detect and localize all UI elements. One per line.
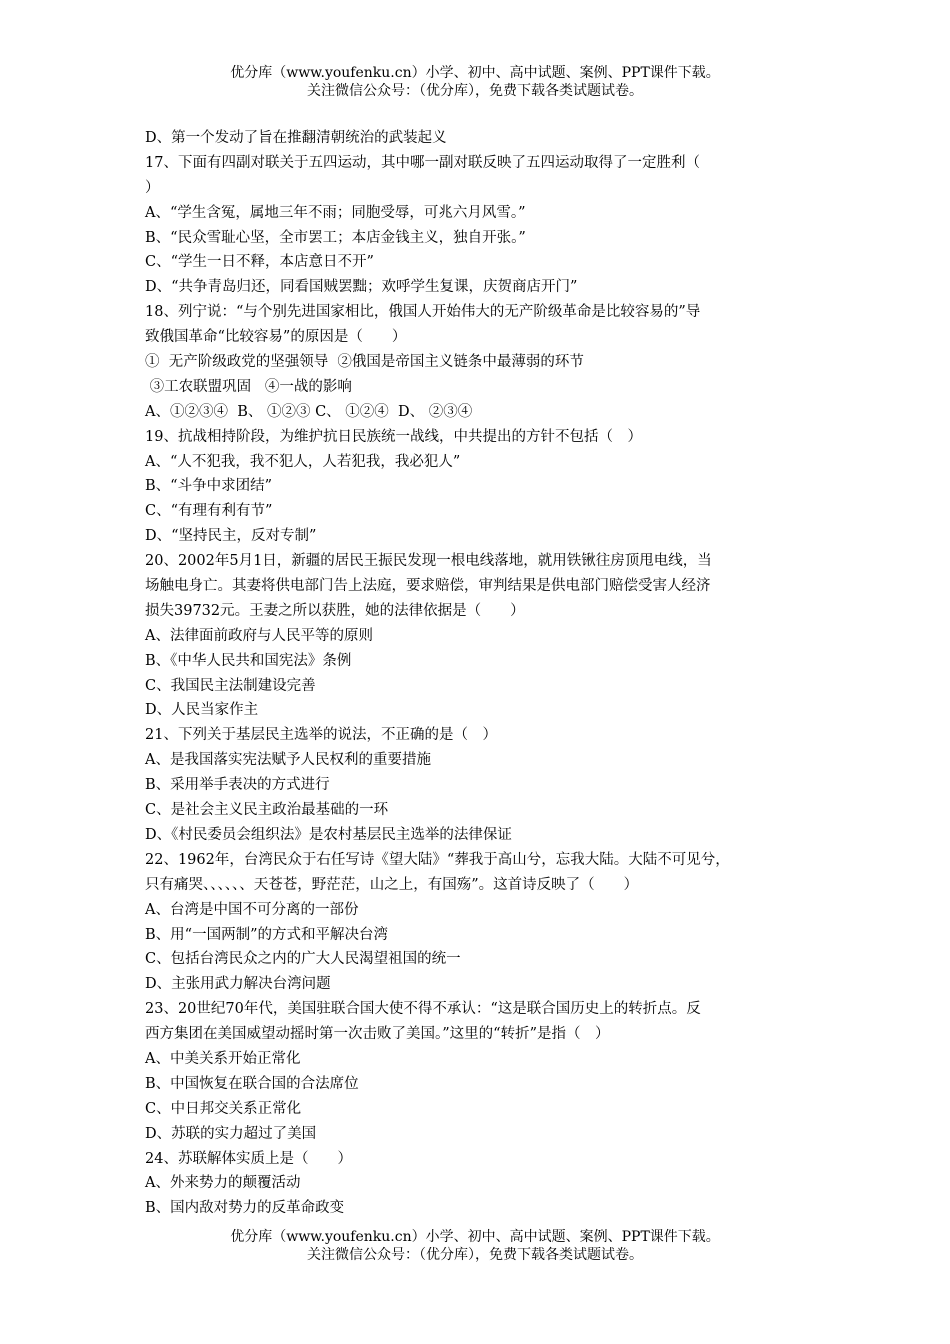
option-line: B、“民众雪耻心坚，全市罢工；本店金钱主义，独自开张。” (145, 229, 526, 246)
page-footer (0, 1228, 950, 1264)
option-line: B、“斗争中求团结” (145, 478, 272, 495)
footer-line-1: 优分库（www.youfenku.cn）小学、初中、高中试题、案例、PPT课件下载。 (230, 1229, 720, 1245)
question-24: 24、苏联解体实质上是（ ） (145, 1150, 352, 1167)
option-line: C、包括台湾民众之内的广大人民渴望祖国的统一 (145, 951, 461, 968)
option-line: D、主张用武力解决台湾问题 (145, 976, 331, 993)
option-line: A、法律面前政府与人民平等的原则 (145, 627, 373, 644)
option-line: D、《村民委员会组织法》是农村基层民主选举的法律保证 (145, 826, 512, 843)
option-line: A、“人不犯我，我不犯人，人若犯我，我必犯人” (145, 453, 461, 470)
option-line: A、外来势力的颠覆活动 (145, 1175, 301, 1192)
option-line: A、是我国落实宪法赋予人民权利的重要措施 (145, 752, 431, 769)
question-18: 18、列宁说：“与个别先进国家相比，俄国人开始伟大的无产阶级革命是比较容易的”导 (145, 304, 701, 321)
text-line: ） (145, 179, 160, 196)
question-21: 21、下列关于基层民主选举的说法，不正确的是（ ） (145, 727, 497, 744)
text-line: 场触电身亡。其妻将供电部门告上法庭，要求赔偿，审判结果是供电部门赔偿受害人经济 (145, 578, 711, 595)
option-line: B、《中华人民共和国宪法》条例 (145, 652, 352, 669)
option-line: C、“有理有利有节” (145, 503, 273, 520)
page-header (0, 64, 950, 100)
question-19: 19、抗战相持阶段，为维护抗日民族统一战线，中共提出的方针不包括（ ） (145, 428, 642, 445)
option-line: D、苏联的实力超过了美国 (145, 1125, 317, 1142)
text-line: 西方集团在美国威望动摇时第一次击败了美国。”这里的“转折”是指（ ） (145, 1026, 610, 1043)
document-body (145, 126, 810, 1221)
option-line: B、用“一国两制”的方式和平解决台湾 (145, 926, 388, 943)
text-line: 损失39732元。王妻之所以获胜，她的法律依据是（ ） (145, 602, 525, 619)
question-23: 23、20世纪70年代，美国驻联合国大使不得不承认：“这是联合国历史上的转折点。反 (145, 1001, 701, 1018)
option-line: A、中美关系开始正常化 (145, 1050, 301, 1067)
text-line: ① 无产阶级政党的坚强领导 ②俄国是帝国主义链条中最薄弱的环节 (145, 354, 584, 371)
option-line: C、“学生一日不释，本店意日不开” (145, 254, 374, 271)
option-line: C、我国民主法制建设完善 (145, 677, 316, 694)
question-22: 22、1962年，台湾民众于右任写诗《望大陆》“葬我于高山兮，忘我大陆。大陆不可见兮， (145, 851, 730, 868)
option-line: C、是社会主义民主政治最基础的一环 (145, 802, 389, 819)
option-line: A、①②③④ B、 ①②③ C、 ①②④ D、 ②③④ (145, 403, 473, 420)
option-line: A、“学生含冤，属地三年不雨；同胞受辱，可兆六月风雪。” (145, 204, 526, 221)
option-line: D、“坚持民主，反对专制” (145, 528, 317, 545)
option-line: C、中日邦交关系正常化 (145, 1100, 302, 1117)
text-line: 致俄国革命“比较容易”的原因是（ ） (145, 329, 407, 346)
option-line: D、“共争青岛归还，同看国贼罢黜；欢呼学生复课，庆贺商店开门” (145, 279, 578, 296)
text-line: D、第一个发动了旨在推翻清朝统治的武装起义 (145, 130, 447, 146)
option-line: B、采用举手表决的方式进行 (145, 777, 330, 794)
question-17: 17、下面有四副对联关于五四运动，其中哪一副对联反映了五四运动取得了一定胜利（ (145, 154, 700, 171)
footer-line-2: 关注微信公众号：（优分库），免费下载各类试题试卷。 (307, 1247, 643, 1263)
option-line: D、人民当家作主 (145, 702, 259, 719)
header-line-2: 关注微信公众号：（优分库），免费下载各类试题试卷。 (307, 83, 643, 99)
text-line: ③工农联盟巩固 ④一战的影响 (145, 378, 352, 395)
option-line: A、台湾是中国不可分离的一部份 (145, 901, 359, 918)
text-line: 只有痛哭、、、、、、天苍苍，野茫茫，山之上，有国殇”。这首诗反映了（ ） (145, 876, 639, 893)
option-line: B、国内敌对势力的反革命政变 (145, 1200, 345, 1217)
header-line-1: 优分库（www.youfenku.cn）小学、初中、高中试题、案例、PPT课件下载。 (230, 65, 720, 81)
option-line: B、中国恢复在联合国的合法席位 (145, 1075, 359, 1092)
question-20: 20、2002年5月1日，新疆的居民王振民发现一根电线落地，就用铁锹往房顶甩电线，当 (145, 553, 712, 570)
